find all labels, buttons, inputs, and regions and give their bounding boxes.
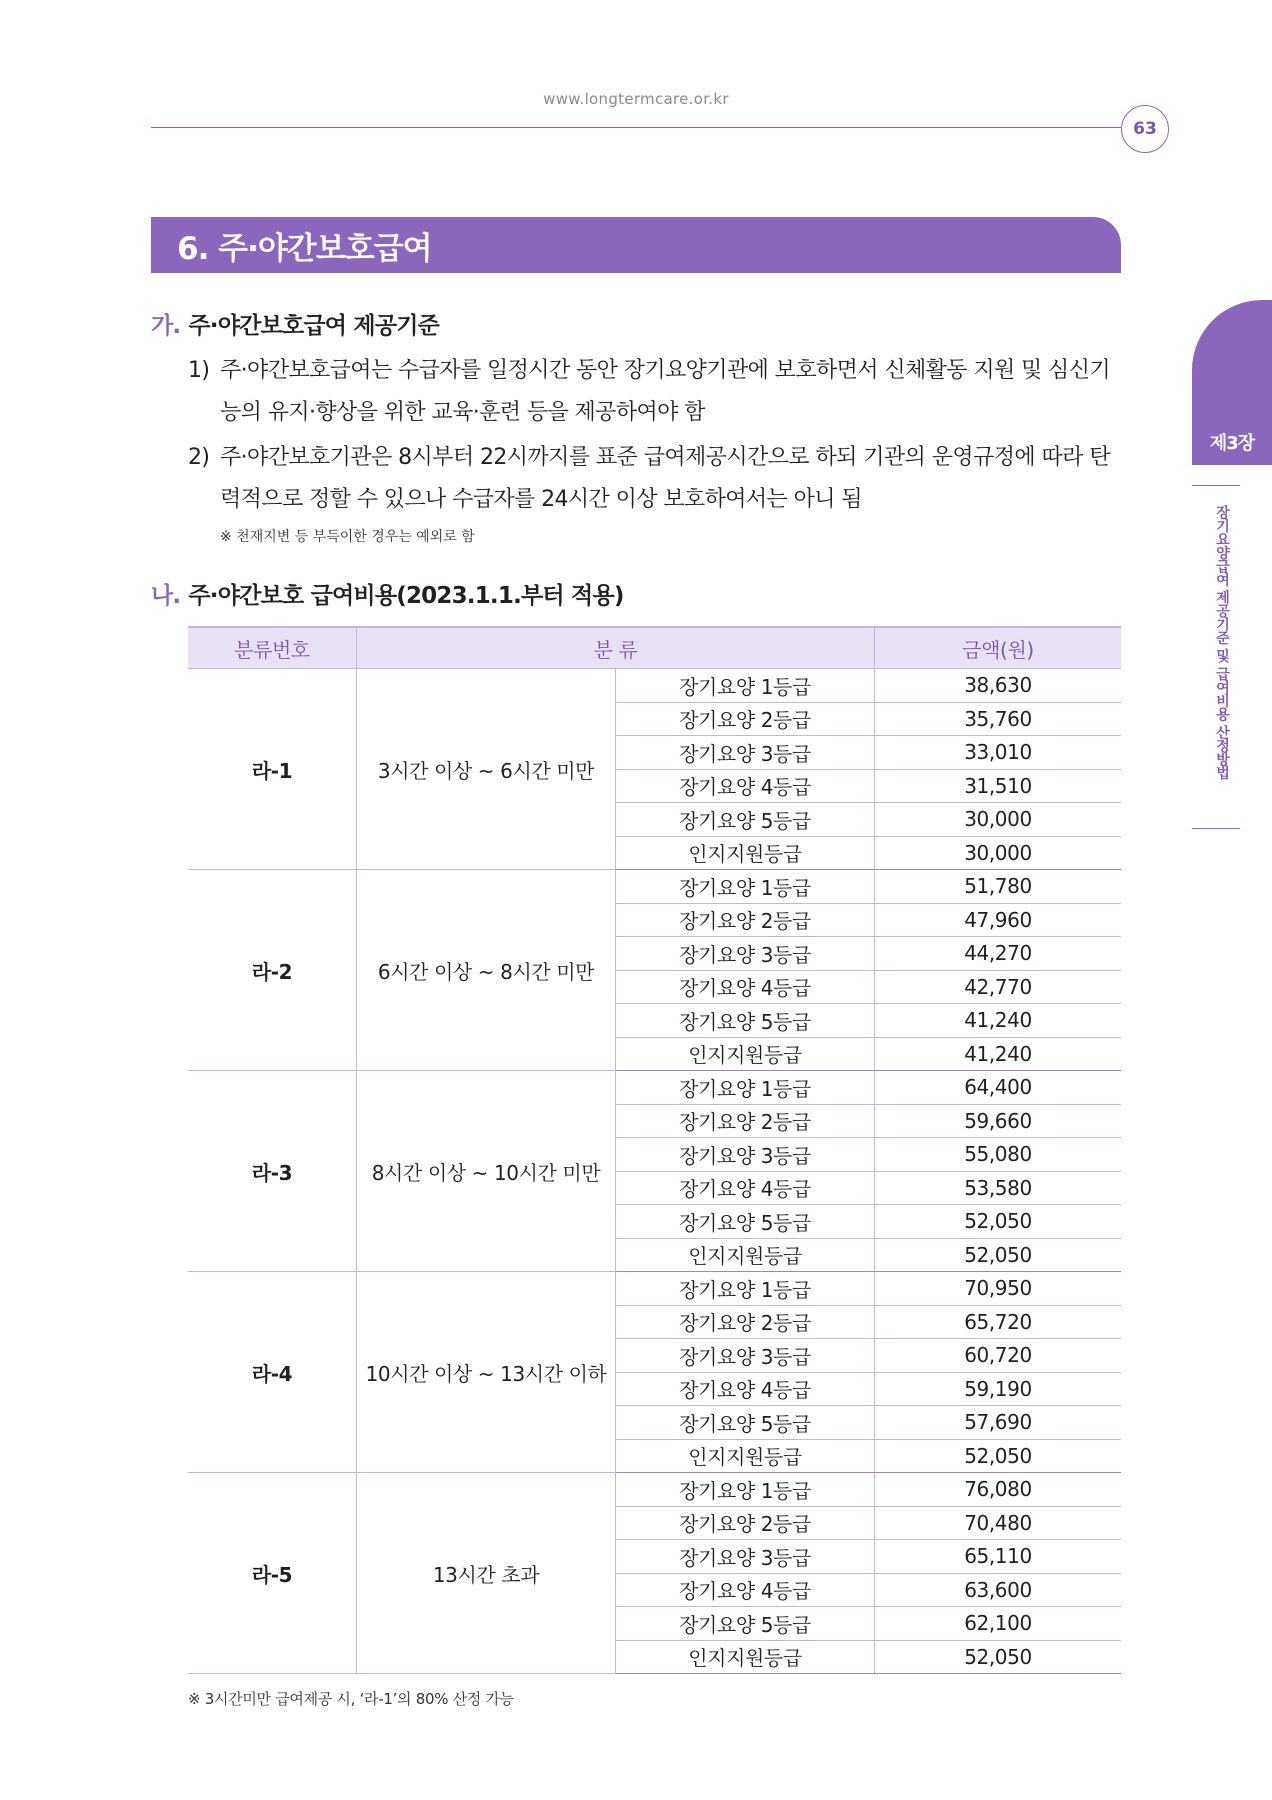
time-range: 6시간 이상 ~ 8시간 미만 (357, 870, 616, 1071)
side-divider-top (1192, 485, 1240, 486)
table-row (188, 870, 1121, 904)
fee-amount: 47,960 (875, 903, 1122, 937)
header-code: 분류번호 (188, 627, 357, 669)
chapter-tab (1192, 300, 1272, 465)
table-row (188, 1473, 1121, 1507)
subsection-b-marker: 나. (151, 583, 181, 609)
table-header-row (188, 627, 1121, 669)
fee-amount: 59,660 (875, 1104, 1122, 1138)
care-grade: 장기요양 4등급 (616, 769, 875, 803)
care-grade: 장기요양 5등급 (616, 1406, 875, 1440)
care-grade: 장기요양 1등급 (616, 1071, 875, 1105)
care-grade: 장기요양 1등급 (616, 1473, 875, 1507)
care-grade: 인지지원등급 (616, 1238, 875, 1272)
exception-note: ※ 천재지변 등 부득이한 경우는 예외로 함 (220, 529, 475, 545)
fee-amount: 62,100 (875, 1607, 1122, 1641)
care-grade: 장기요양 5등급 (616, 803, 875, 837)
care-grade: 장기요양 1등급 (616, 1272, 875, 1306)
fee-amount: 55,080 (875, 1138, 1122, 1172)
side-divider-bottom (1192, 828, 1240, 829)
care-grade: 장기요양 3등급 (616, 1339, 875, 1373)
time-range: 13시간 초과 (357, 1473, 616, 1674)
fee-amount: 44,270 (875, 937, 1122, 971)
fee-amount: 41,240 (875, 1004, 1122, 1038)
care-grade: 인지지원등급 (616, 1439, 875, 1473)
subsection-a-heading (151, 307, 439, 340)
time-range: 3시간 이상 ~ 6시간 미만 (357, 669, 616, 870)
care-grade: 인지지원등급 (616, 1037, 875, 1071)
chapter-vertical-title: 장기요양급여 제공기준 및 급여비용 산정방법 (1214, 505, 1230, 779)
list-item-number: 1) (188, 358, 210, 383)
fee-amount: 52,050 (875, 1640, 1122, 1674)
fee-amount: 52,050 (875, 1439, 1122, 1473)
category-code: 라-2 (188, 870, 357, 1071)
fee-amount: 42,770 (875, 970, 1122, 1004)
fee-amount: 33,010 (875, 736, 1122, 770)
fee-amount: 31,510 (875, 769, 1122, 803)
list-item-number: 2) (188, 445, 210, 470)
fee-amount: 64,400 (875, 1071, 1122, 1105)
chapter-label: 제3장 (1209, 433, 1255, 454)
website-url: www.longtermcare.or.kr (543, 90, 729, 108)
subsection-a-marker: 가. (151, 313, 181, 339)
subsection-a-title: 주·야간보호급여 제공기준 (188, 313, 440, 339)
table-row (188, 1272, 1121, 1306)
time-range: 10시간 이상 ~ 13시간 이하 (357, 1272, 616, 1473)
table-row (188, 1071, 1121, 1105)
care-grade: 장기요양 3등급 (616, 1540, 875, 1574)
header-category: 분 류 (357, 627, 875, 669)
page-number: 63 (1121, 105, 1169, 153)
fee-amount: 70,950 (875, 1272, 1122, 1306)
care-grade: 장기요양 3등급 (616, 736, 875, 770)
fee-amount: 57,690 (875, 1406, 1122, 1440)
fee-amount: 41,240 (875, 1037, 1122, 1071)
fee-amount: 52,050 (875, 1238, 1122, 1272)
care-grade: 장기요양 1등급 (616, 669, 875, 703)
fee-table (188, 626, 1121, 1674)
care-grade: 장기요양 4등급 (616, 970, 875, 1004)
care-grade: 장기요양 5등급 (616, 1205, 875, 1239)
header-amount: 금액(원) (875, 627, 1122, 669)
fee-amount: 51,780 (875, 870, 1122, 904)
header-rule (151, 127, 1121, 128)
fee-amount: 53,580 (875, 1171, 1122, 1205)
subsection-b-heading (151, 577, 624, 610)
fee-amount: 35,760 (875, 702, 1122, 736)
care-grade: 장기요양 2등급 (616, 1104, 875, 1138)
table-row (188, 669, 1121, 703)
category-code: 라-1 (188, 669, 357, 870)
care-grade: 장기요양 2등급 (616, 1506, 875, 1540)
section-title: 6. 주·야간보호급여 (177, 230, 432, 267)
fee-amount: 60,720 (875, 1339, 1122, 1373)
care-grade: 장기요양 2등급 (616, 1305, 875, 1339)
list-item-text: 주·야간보호급여는 수급자를 일정시간 동안 장기요양기관에 보호하면서 신체활동 지원 및 심신기능의 유지·향상을 위한 교육·훈련 등을 제공하여야 함 (220, 358, 1111, 425)
care-grade: 장기요양 4등급 (616, 1171, 875, 1205)
category-code: 라-3 (188, 1071, 357, 1272)
fee-amount: 65,110 (875, 1540, 1122, 1574)
care-grade: 장기요양 3등급 (616, 1138, 875, 1172)
fee-amount: 30,000 (875, 803, 1122, 837)
list-item (188, 437, 1123, 521)
category-code: 라-4 (188, 1272, 357, 1473)
time-range: 8시간 이상 ~ 10시간 미만 (357, 1071, 616, 1272)
subsection-b-title: 주·야간보호 급여비용(2023.1.1.부터 적용) (188, 583, 624, 609)
care-grade: 장기요양 4등급 (616, 1372, 875, 1406)
care-grade: 장기요양 2등급 (616, 702, 875, 736)
care-grade: 장기요양 1등급 (616, 870, 875, 904)
list-item-text: 주·야간보호기관은 8시부터 22시까지를 표준 급여제공시간으로 하되 기관의 운영규정에 따라 탄력적으로 정할 수 있으나 수급자를 24시간 이상 보호하여서는 아니 됨 (220, 445, 1110, 512)
care-grade: 장기요양 5등급 (616, 1607, 875, 1641)
fee-amount: 65,720 (875, 1305, 1122, 1339)
care-grade: 인지지원등급 (616, 1640, 875, 1674)
table-footnote: ※ 3시간미만 급여제공 시, ‘라-1’의 80% 산정 가능 (188, 1690, 514, 1708)
list-item (188, 350, 1123, 434)
care-grade: 장기요양 4등급 (616, 1573, 875, 1607)
section-banner (151, 217, 1121, 273)
care-grade: 장기요양 2등급 (616, 903, 875, 937)
fee-amount: 70,480 (875, 1506, 1122, 1540)
category-code: 라-5 (188, 1473, 357, 1674)
fee-amount: 38,630 (875, 669, 1122, 703)
care-grade: 장기요양 3등급 (616, 937, 875, 971)
fee-table-body (188, 669, 1121, 1674)
fee-amount: 30,000 (875, 836, 1122, 870)
care-grade: 장기요양 5등급 (616, 1004, 875, 1038)
fee-amount: 63,600 (875, 1573, 1122, 1607)
care-grade: 인지지원등급 (616, 836, 875, 870)
fee-amount: 52,050 (875, 1205, 1122, 1239)
fee-amount: 76,080 (875, 1473, 1122, 1507)
fee-amount: 59,190 (875, 1372, 1122, 1406)
